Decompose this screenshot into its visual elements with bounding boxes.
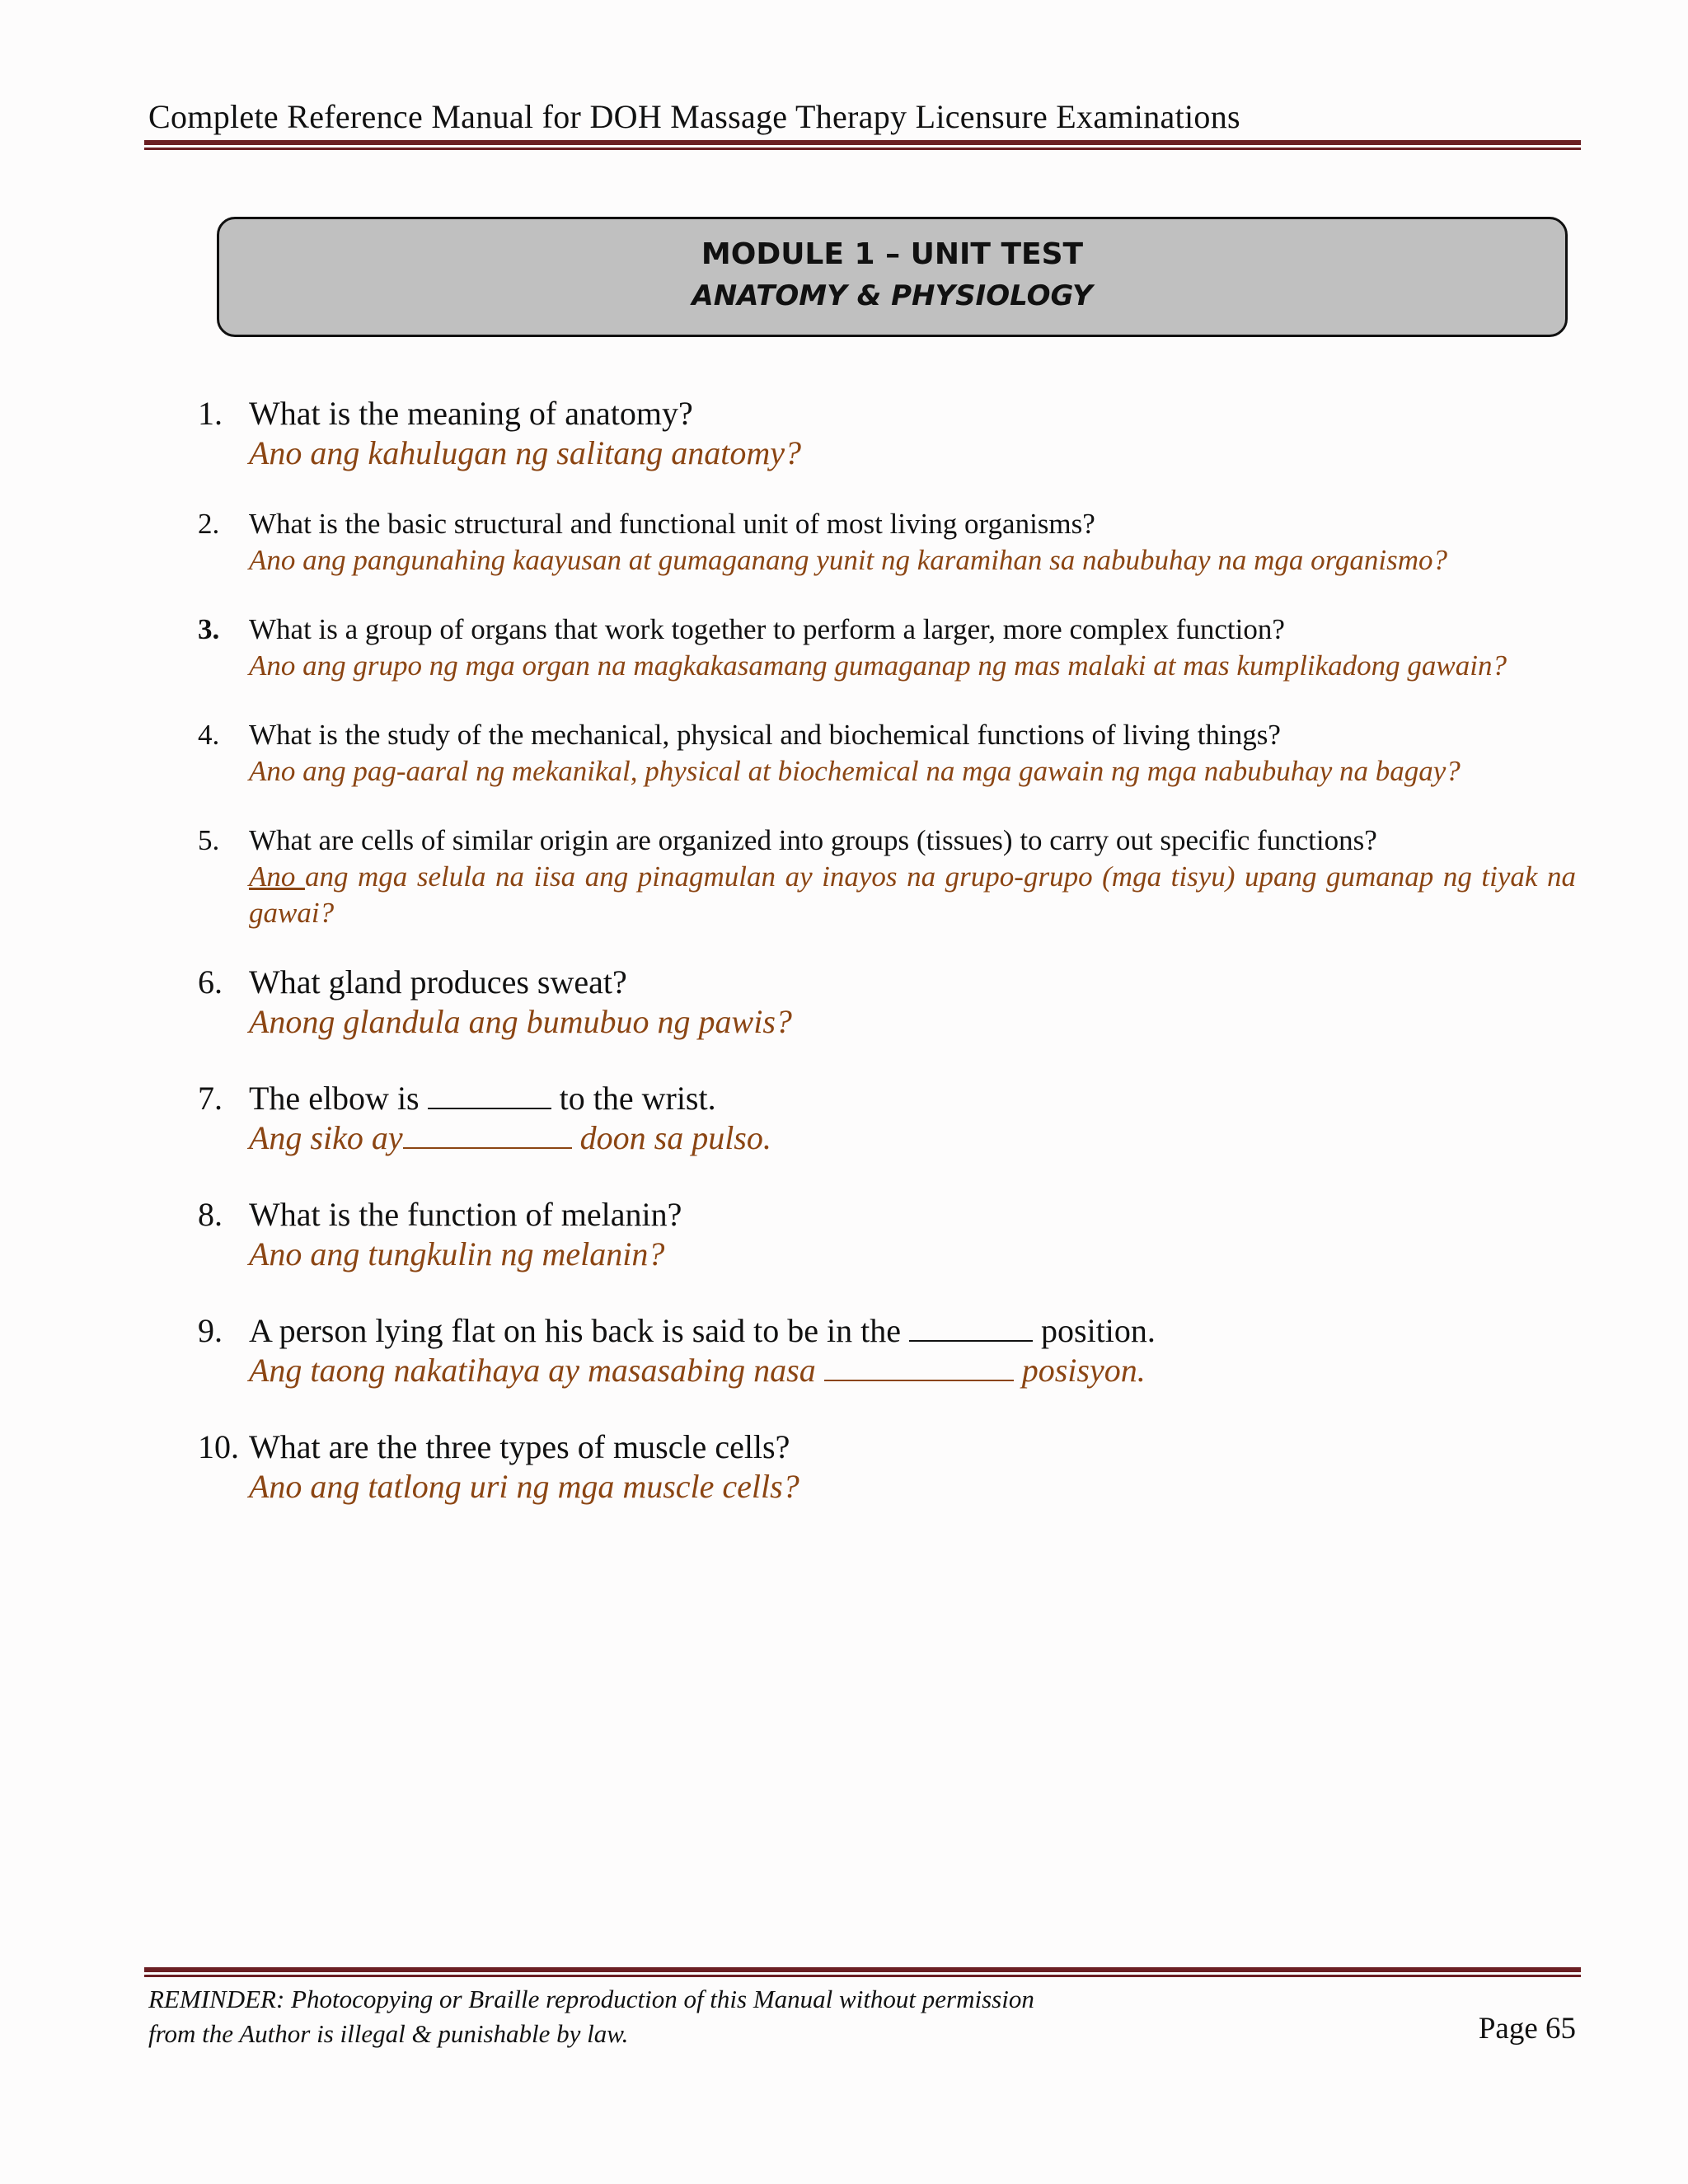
question-number: 5. [198,824,220,856]
answer-blank [403,1122,572,1149]
header-rule [144,140,1581,150]
question-number: 7. [198,1080,223,1117]
question-tagalog: Ano ang tatlong uri ng mga muscle cells? [249,1468,799,1505]
module-title-box [217,217,1568,337]
question-item-10 [198,1427,1576,1507]
question-tagalog [249,1351,1576,1390]
question-item-1 [198,394,1576,473]
question-tagalog: Ano ang tungkulin ng melanin? [249,1235,665,1272]
running-header: Complete Reference Manual for DOH Massage Therapy Licensure Examinations [148,98,1240,135]
question-tagalog: Ano ang kahulugan ng salitang anatomy? [249,434,801,471]
answer-blank [909,1315,1033,1342]
reminder-line: REMINDER: Photocopying or Braille reproduction of this Manual without permission [148,1985,1034,2013]
question-number: 8. [198,1196,223,1233]
question-item-7 [198,1079,1576,1158]
question-english: What are the three types of muscle cells? [249,1428,790,1465]
reminder-line: from the Author is illegal & punishable by law. [148,2019,629,2048]
footer-rule [144,1967,1581,1977]
question-english [249,1079,1576,1118]
question-number: 1. [198,395,223,432]
question-number: 9. [198,1312,223,1349]
module-subtitle: ANATOMY & PHYSIOLOGY [692,279,1093,312]
underlined-word: Ano [249,860,305,893]
answer-blank [428,1083,551,1109]
question-item-3 [198,612,1576,684]
answer-blank [824,1355,1014,1381]
question-number: 4. [198,719,220,751]
page-number: Page 65 [1478,2012,1576,2046]
question-tagalog [249,859,1576,931]
question-item-4 [198,717,1576,790]
question-text-before-blank: The elbow is [249,1080,428,1117]
question-item-6 [198,963,1576,1042]
question-item-9 [198,1311,1576,1390]
question-tagalog: Ano ang pag-aaral ng mekanikal, physical at biochemical na mga gawain ng mga nabubuhay na bagay? [249,755,1461,787]
question-text-after-blank: position. [1033,1312,1156,1349]
question-list [198,394,1576,1507]
question-item-2 [198,506,1576,579]
question-english: What is the study of the mechanical, physical and biochemical functions of living things? [249,719,1281,751]
question-english: What is the meaning of anatomy? [249,395,693,432]
question-tagalog: Anong glandula ang bumubuo ng pawis? [249,1003,792,1040]
question-number: 6. [198,963,223,1001]
reminder-note [148,1982,1034,2051]
question-english: What gland produces sweat? [249,963,627,1001]
question-text-after-blank: to the wrist. [551,1080,716,1117]
question-text-before-blank: Ang siko ay [249,1119,403,1156]
question-tagalog-rest: ang mga selula na iisa ang pinagmulan ay inayos na grupo-grupo (mga tisyu) upang gumanap ng tiyak na gawai? [249,860,1576,929]
question-number: 3. [198,613,220,645]
question-text-before-blank: A person lying flat on his back is said to be in the [249,1312,909,1349]
question-english: What is the basic structural and functional unit of most living organisms? [249,508,1095,540]
question-english: What are cells of similar origin are organized into groups (tissues) to carry out specific functions? [249,824,1377,856]
question-tagalog: Ano ang grupo ng mga organ na magkakasamang gumaganap ng mas malaki at mas kumplikadong gawain? [249,649,1507,682]
question-number: 10. [198,1428,239,1465]
question-english: What is the function of melanin? [249,1196,682,1233]
question-english [249,1311,1576,1351]
module-title: MODULE 1 – UNIT TEST [701,237,1084,271]
question-item-8 [198,1195,1576,1274]
question-item-5 [198,823,1576,931]
question-text-before-blank: Ang taong nakatihaya ay masasabing nasa [249,1352,824,1389]
question-english: What is a group of organs that work together to perform a larger, more complex function? [249,613,1285,645]
question-number: 2. [198,508,220,540]
question-tagalog: Ano ang pangunahing kaayusan at gumaganang yunit ng karamihan sa nabubuhay na mga organismo? [249,544,1448,576]
question-text-after-blank: doon sa pulso. [571,1119,771,1156]
question-text-after-blank: posisyon. [1013,1352,1146,1389]
question-tagalog [249,1118,1576,1158]
